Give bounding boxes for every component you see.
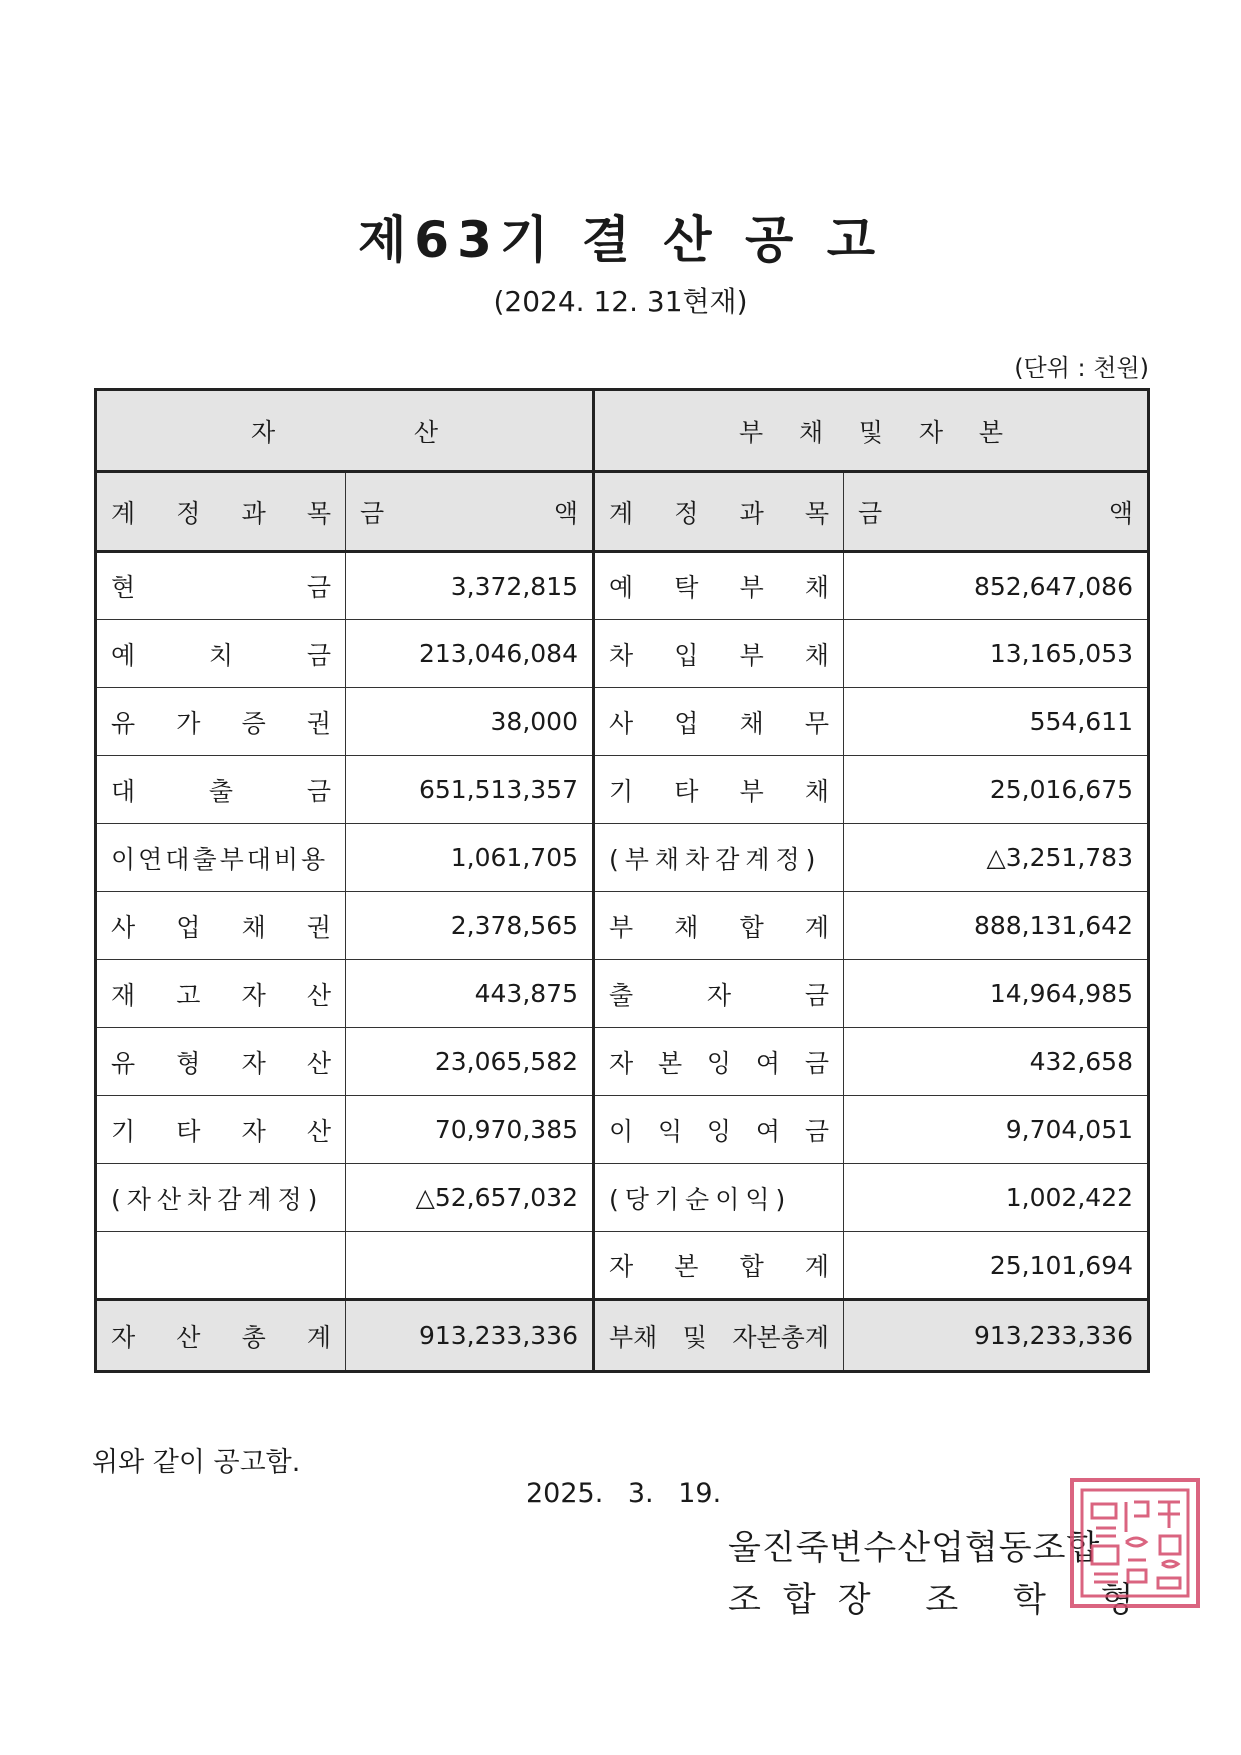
account-name-char: 부 bbox=[739, 640, 764, 670]
amount-header-char: 금 bbox=[858, 498, 883, 528]
account-name-char: 금 bbox=[804, 980, 829, 1010]
account-name-char: 출 bbox=[208, 776, 234, 806]
account-name-char: 사 bbox=[111, 912, 136, 942]
table-row bbox=[96, 620, 1149, 688]
account-name-char: 사 bbox=[609, 708, 634, 738]
account-name-char: 금 bbox=[306, 640, 331, 670]
account-name-char: 계 bbox=[804, 912, 829, 942]
account-name bbox=[594, 552, 844, 620]
unit-label: (단위 : 천원) bbox=[1014, 354, 1149, 382]
account-name-char: 금 bbox=[804, 1048, 829, 1078]
account-name-char: 증 bbox=[241, 708, 266, 738]
account-name-char: 계 bbox=[804, 1252, 829, 1281]
amount-value: 13,165,053 bbox=[844, 620, 1149, 688]
account-name-char: 이연대출부대비용 bbox=[111, 844, 329, 874]
section-header-row bbox=[96, 390, 1149, 472]
account-name-char: 업 bbox=[176, 912, 201, 942]
account-name-char: 총 bbox=[241, 1322, 266, 1352]
liabilities-section-char: 본 bbox=[978, 417, 1003, 447]
liabilities-section-char: 부 bbox=[739, 417, 764, 447]
amount-value: 1,061,705 bbox=[346, 824, 594, 892]
account-name bbox=[594, 756, 844, 824]
account-name bbox=[96, 1232, 346, 1300]
notice-title: 제63기 결 산 공 고 bbox=[357, 211, 883, 269]
table-row bbox=[96, 1096, 1149, 1164]
account-header-char: 목 bbox=[804, 498, 829, 528]
account-name-char: 차 bbox=[609, 640, 634, 670]
account-name-char: 탁 bbox=[674, 573, 699, 602]
account-name bbox=[594, 688, 844, 756]
amount-value: 432,658 bbox=[844, 1028, 1149, 1096]
account-name-char: 무 bbox=[804, 708, 829, 738]
liabilities-amount-header bbox=[844, 472, 1149, 552]
account-name-char: 출 bbox=[609, 980, 634, 1010]
account-name-char: 산 bbox=[306, 1048, 331, 1078]
amount-header-char: 금 bbox=[360, 498, 385, 528]
account-name-char: 권 bbox=[306, 708, 331, 738]
account-name-char: 고 bbox=[176, 980, 201, 1010]
assets-section-char: 산 bbox=[413, 417, 438, 447]
seal-icon bbox=[1076, 1484, 1194, 1602]
account-header-char: 계 bbox=[609, 498, 634, 528]
liabilities-section-header bbox=[594, 390, 1149, 472]
account-name-char: 가 bbox=[176, 708, 201, 738]
amount-value: 38,000 bbox=[346, 688, 594, 756]
account-name bbox=[96, 1164, 346, 1232]
account-name-char: 채 bbox=[804, 640, 829, 670]
official-seal-stamp bbox=[1070, 1478, 1200, 1608]
column-header-row bbox=[96, 472, 1149, 552]
amount-value: 554,611 bbox=[844, 688, 1149, 756]
announcement-date: 2025. 3. 19. bbox=[526, 1478, 722, 1509]
liabilities-account-header bbox=[594, 472, 844, 552]
amount-value: △3,251,783 bbox=[844, 824, 1149, 892]
organization-name: 울진죽변수산업협동조합 bbox=[728, 1528, 1101, 1568]
assets-section-char: 자 bbox=[251, 417, 276, 447]
table-row bbox=[96, 824, 1149, 892]
liabilities-section-char: 채 bbox=[798, 417, 824, 447]
amount-header-char: 액 bbox=[553, 498, 578, 528]
account-name bbox=[96, 756, 346, 824]
table-row bbox=[96, 756, 1149, 824]
account-name bbox=[96, 1028, 346, 1096]
account-name-char: 본 bbox=[674, 1252, 699, 1281]
account-name-char: 부 bbox=[609, 912, 634, 942]
account-name-char: 채 bbox=[241, 912, 266, 942]
account-name-char: 재 bbox=[111, 980, 136, 1010]
account-header-char: 목 bbox=[306, 498, 331, 528]
account-name-char: 유 bbox=[111, 708, 136, 738]
account-name-char: (자산차감계정) bbox=[111, 1184, 324, 1214]
account-name-char: 산 bbox=[306, 980, 331, 1010]
account-name bbox=[594, 1096, 844, 1164]
account-name-char: 타 bbox=[176, 1116, 201, 1146]
amount-value: 70,970,385 bbox=[346, 1096, 594, 1164]
account-name-char: 유 bbox=[111, 1048, 136, 1078]
account-name-char: 부채 bbox=[609, 1322, 658, 1352]
account-name-char: 대 bbox=[111, 776, 136, 806]
account-name-char: 여 bbox=[755, 1048, 781, 1078]
account-header-char: 과 bbox=[241, 498, 266, 528]
account-name-char: 이 bbox=[609, 1116, 634, 1146]
amount-value: 888,131,642 bbox=[844, 892, 1149, 960]
account-name-char: 잉 bbox=[706, 1048, 732, 1078]
amount-value: 25,101,694 bbox=[844, 1232, 1149, 1300]
account-name-char: 자 bbox=[241, 1116, 266, 1146]
account-name-char: 익 bbox=[657, 1116, 683, 1146]
account-name bbox=[594, 1300, 844, 1372]
account-name-char: 잉 bbox=[706, 1116, 732, 1146]
table-row bbox=[96, 1164, 1149, 1232]
account-name bbox=[594, 620, 844, 688]
account-name-char: 자본총계 bbox=[732, 1322, 829, 1352]
amount-value bbox=[346, 1232, 594, 1300]
account-name-char: 부 bbox=[739, 776, 764, 806]
account-name bbox=[594, 960, 844, 1028]
account-name-char: 자 bbox=[241, 980, 266, 1010]
account-name bbox=[594, 892, 844, 960]
balance-sheet-table bbox=[94, 388, 1150, 1373]
account-name-char: 금 bbox=[306, 776, 331, 806]
assets-section-header bbox=[96, 390, 594, 472]
account-name-char: 타 bbox=[674, 776, 699, 806]
account-name-char: 치 bbox=[208, 640, 234, 670]
account-name-char: 부 bbox=[739, 573, 764, 602]
account-header-char: 정 bbox=[176, 498, 201, 528]
amount-value: 1,002,422 bbox=[844, 1164, 1149, 1232]
amount-value: 14,964,985 bbox=[844, 960, 1149, 1028]
amount-value: 213,046,084 bbox=[346, 620, 594, 688]
amount-value: 443,875 bbox=[346, 960, 594, 1028]
account-name-char: 채 bbox=[739, 708, 764, 738]
account-name bbox=[96, 688, 346, 756]
account-name bbox=[594, 1028, 844, 1096]
account-name bbox=[96, 960, 346, 1028]
account-name-char: 채 bbox=[804, 776, 829, 806]
account-name-char: 예 bbox=[111, 640, 136, 670]
account-name bbox=[594, 824, 844, 892]
amount-value: 2,378,565 bbox=[346, 892, 594, 960]
representative-name: 조합장 조 학 형 bbox=[728, 1580, 1156, 1620]
closing-statement: 위와 같이 공고함. bbox=[92, 1447, 301, 1478]
account-name-char: 입 bbox=[674, 640, 699, 670]
table-row bbox=[96, 1028, 1149, 1096]
account-name-char: 금 bbox=[306, 573, 331, 602]
amount-header-char: 액 bbox=[1108, 498, 1133, 528]
account-name-char: 현 bbox=[111, 573, 136, 602]
account-name-char: 채 bbox=[804, 573, 829, 602]
account-name-char: 채 bbox=[674, 912, 699, 942]
account-name-char: 업 bbox=[674, 708, 699, 738]
amount-value: 913,233,336 bbox=[346, 1300, 594, 1372]
amount-value: 852,647,086 bbox=[844, 552, 1149, 620]
account-name-char: 본 bbox=[657, 1048, 683, 1078]
account-name-char: 기 bbox=[111, 1116, 136, 1146]
table-row bbox=[96, 1232, 1149, 1300]
account-name-char: 산 bbox=[176, 1322, 201, 1352]
account-name bbox=[96, 552, 346, 620]
liabilities-section-char: 및 bbox=[858, 417, 884, 447]
account-name-char: 합 bbox=[739, 912, 764, 942]
assets-account-header bbox=[96, 472, 346, 552]
account-name bbox=[594, 1164, 844, 1232]
account-name-char: 여 bbox=[755, 1116, 781, 1146]
account-header-char: 정 bbox=[674, 498, 699, 528]
account-name bbox=[96, 620, 346, 688]
amount-value: 23,065,582 bbox=[346, 1028, 594, 1096]
account-name bbox=[594, 1232, 844, 1300]
account-name bbox=[96, 1300, 346, 1372]
account-name bbox=[96, 824, 346, 892]
notice-date-subtitle: (2024. 12. 31현재) bbox=[493, 285, 748, 318]
account-name-char: 합 bbox=[739, 1252, 764, 1281]
account-name-char: 권 bbox=[306, 912, 331, 942]
table-row bbox=[96, 892, 1149, 960]
account-name-char: 예 bbox=[609, 573, 634, 602]
account-name-char: 계 bbox=[306, 1322, 331, 1352]
amount-value: 25,016,675 bbox=[844, 756, 1149, 824]
amount-value: 9,704,051 bbox=[844, 1096, 1149, 1164]
account-header-char: 과 bbox=[739, 498, 764, 528]
amount-value: 3,372,815 bbox=[346, 552, 594, 620]
amount-value: △52,657,032 bbox=[346, 1164, 594, 1232]
amount-value: 913,233,336 bbox=[844, 1300, 1149, 1372]
table-row bbox=[96, 688, 1149, 756]
account-name-char: 자 bbox=[111, 1322, 136, 1352]
account-name-char: 자 bbox=[706, 980, 732, 1010]
account-name-char: 기 bbox=[609, 776, 634, 806]
table-row bbox=[96, 552, 1149, 620]
amount-value: 651,513,357 bbox=[346, 756, 594, 824]
account-name bbox=[96, 1096, 346, 1164]
table-row bbox=[96, 960, 1149, 1028]
account-name-char: 자 bbox=[241, 1048, 266, 1078]
account-name-char: 및 bbox=[682, 1322, 707, 1352]
assets-amount-header bbox=[346, 472, 594, 552]
account-name-char: 형 bbox=[176, 1048, 201, 1078]
account-name bbox=[96, 892, 346, 960]
liabilities-section-char: 자 bbox=[918, 417, 944, 447]
account-name-char: 자 bbox=[609, 1252, 634, 1281]
account-name-char: 금 bbox=[804, 1116, 829, 1146]
account-name-char: 자 bbox=[609, 1048, 634, 1078]
account-name-char: (당기순이익) bbox=[609, 1184, 792, 1214]
account-header-char: 계 bbox=[111, 498, 136, 528]
account-name-char: 산 bbox=[306, 1116, 331, 1146]
totals-row bbox=[96, 1300, 1149, 1372]
account-name-char: (부채차감계정) bbox=[609, 844, 822, 874]
